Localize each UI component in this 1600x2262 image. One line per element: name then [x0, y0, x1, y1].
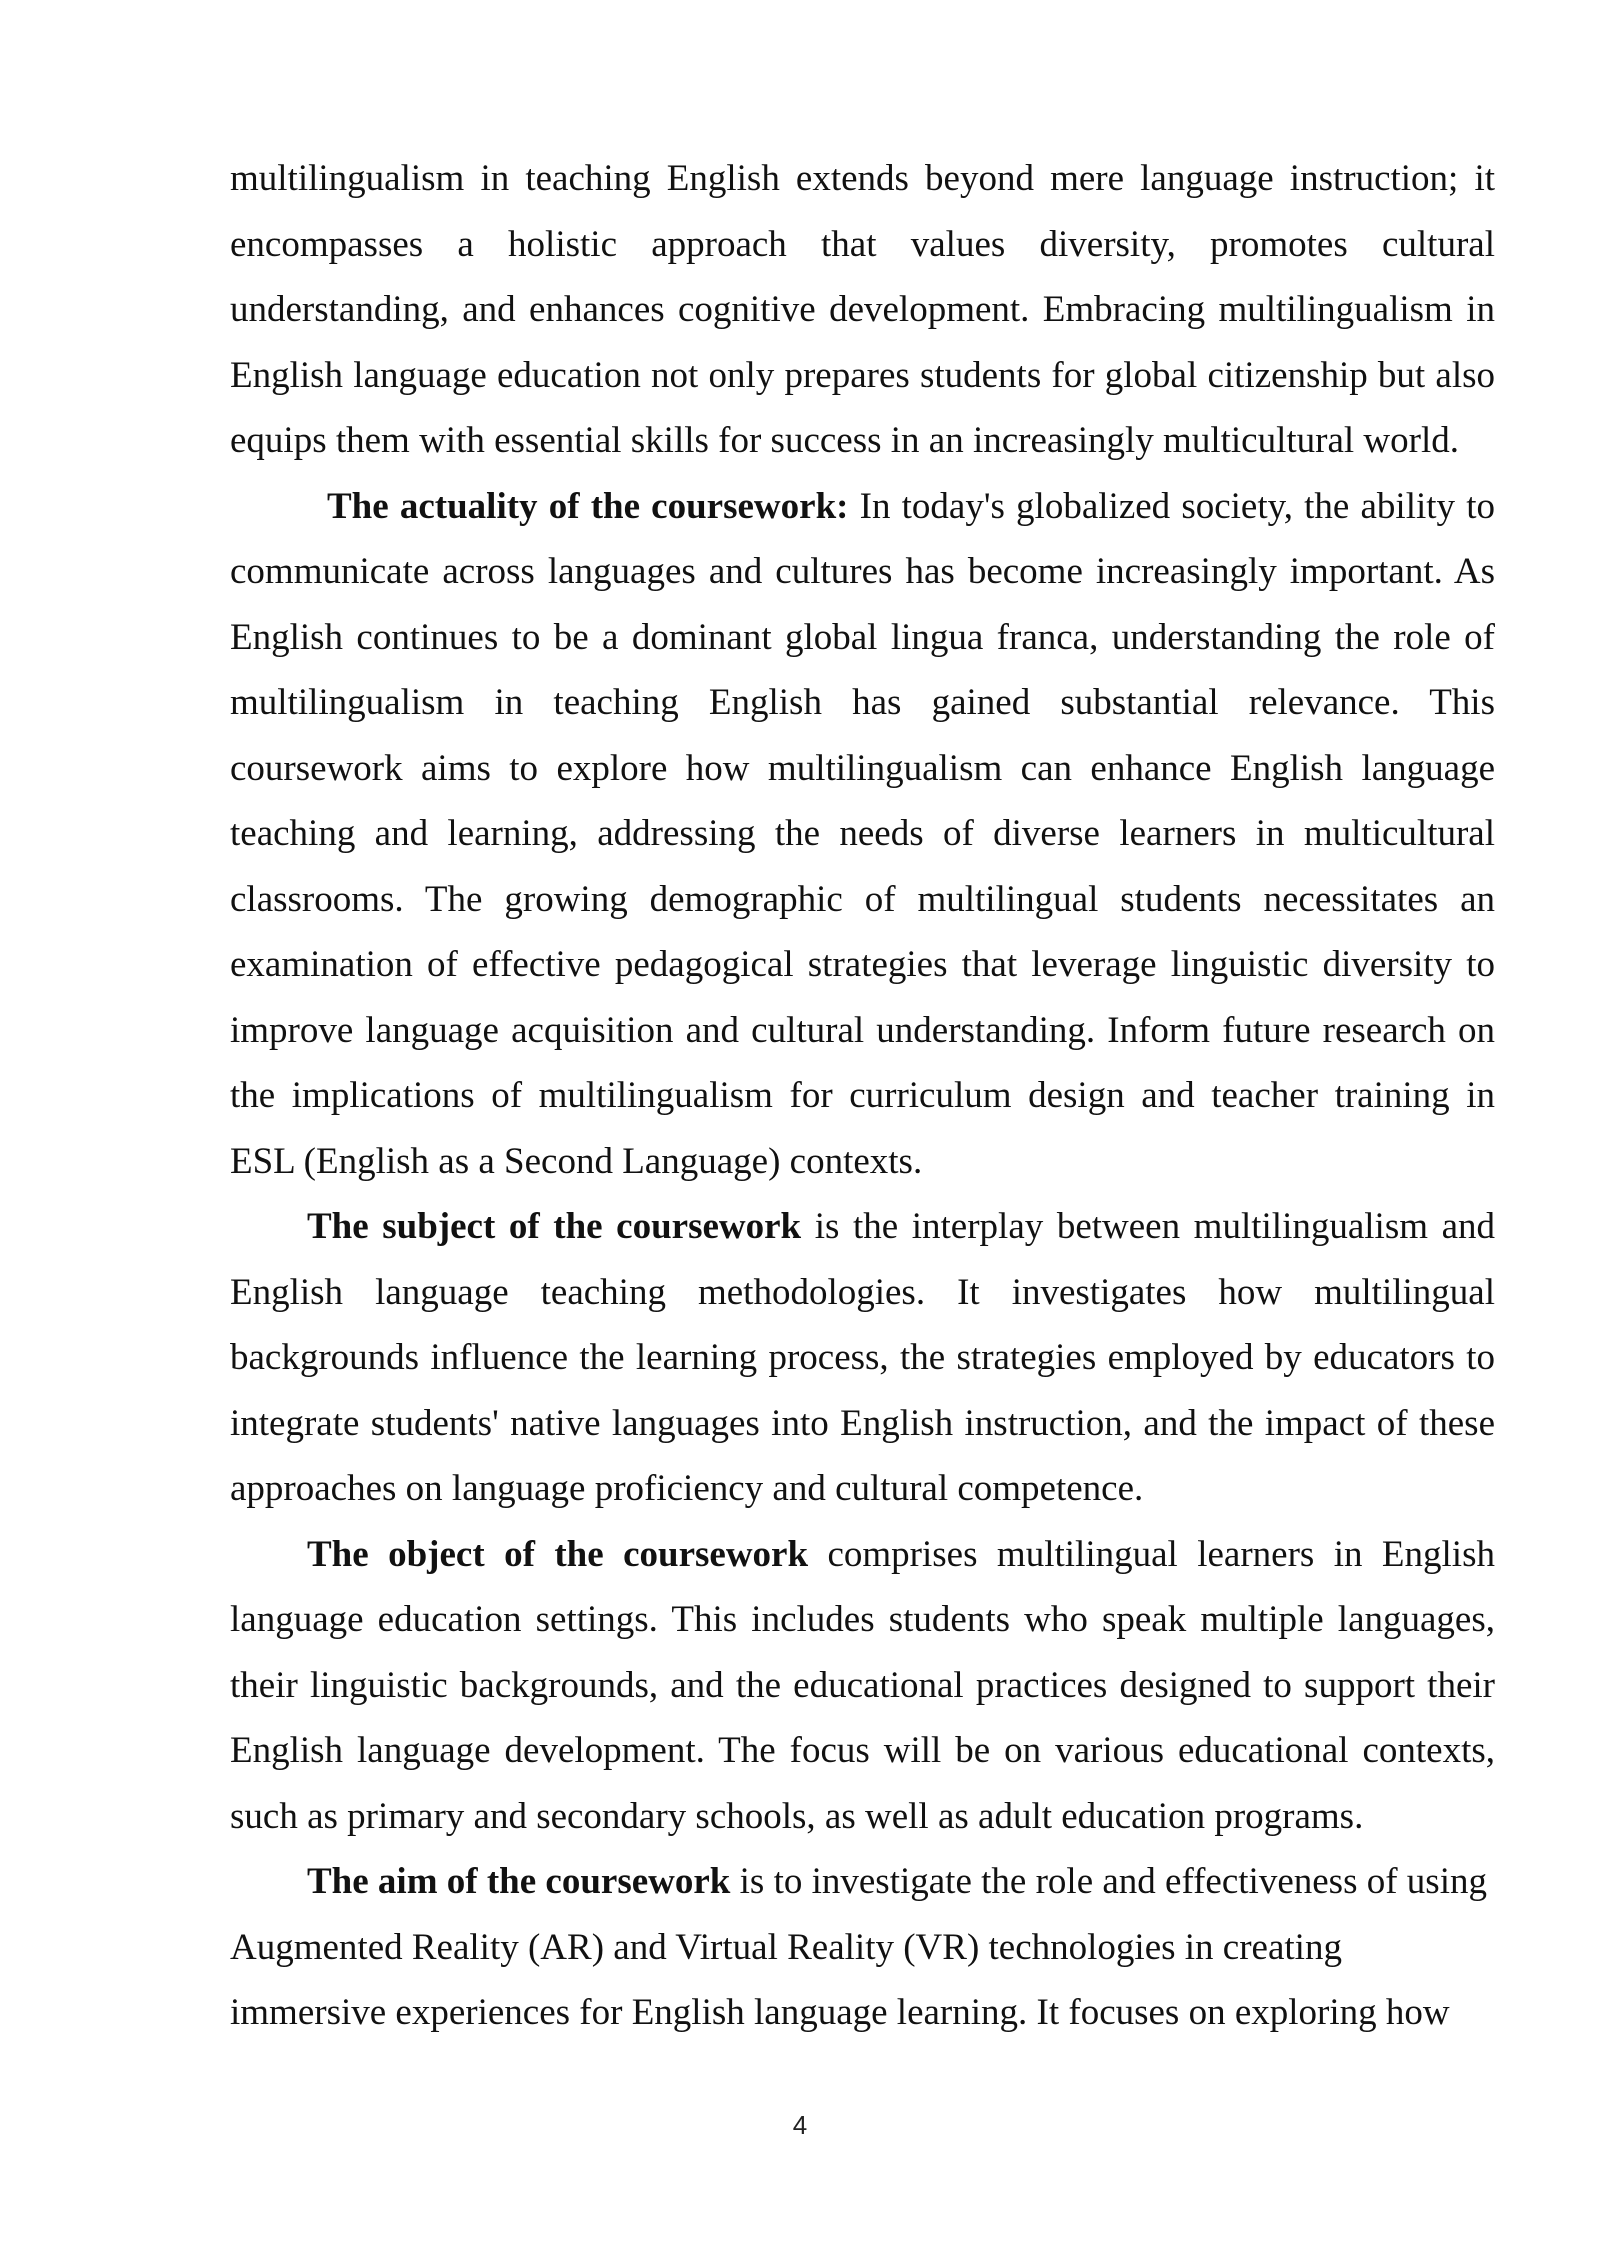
- paragraph-text: In today's globalized society, the ability to communicate across languages and cultures has become increasingly important. As English continues to be a dominant global lingua franca, understanding the role of multilingualism in teaching English has gained substantial relevance. This coursework aims to explore how multilingualism can enhance English language teaching and learning, addressing the needs of diverse learners in multicultural classrooms. The growing demographic of multilingual students necessitates an examination of effective pedagogical strategies that leverage linguistic diversity to improve language acquisition and cultural understanding. Inform future research on the implications of multilingualism for curriculum design and teacher training in ESL (English as a Second Language) contexts.: [230, 485, 1495, 1182]
- paragraph-text: is to investigate the role and effectiveness of using Augmented Reality (AR) and Virtual Reality (VR) technologies in creating immersive experiences for English language learning. It focuses on exploring how: [230, 1861, 1487, 2033]
- paragraph-heading-object: The object of the coursework: [307, 1533, 809, 1575]
- body-text: [230, 146, 1495, 2046]
- paragraph-actuality: [230, 474, 1495, 1195]
- paragraph-continuation: [230, 146, 1495, 474]
- page-number: 4: [792, 2110, 808, 2140]
- paragraph-text: multilingualism in teaching English extends beyond mere language instruction; it encompasses a holistic approach that values diversity, promotes cultural understanding, and enhances cognitive development. Embracing multilingualism in English language education not only prepares students for global citizenship but also equips them with essential skills for success in an increasingly multicultural world.: [230, 158, 1495, 461]
- paragraph-heading-actuality: The actuality of the coursework:: [327, 485, 849, 527]
- paragraph-aim: [230, 1849, 1495, 2046]
- paragraph-object: [230, 1522, 1495, 1850]
- paragraph-text: comprises multilingual learners in English language education settings. This includes students who speak multiple languages, their linguistic backgrounds, and the educational practices designed to support their English language development. The focus will be on various educational contexts, such as primary and secondary schools, as well as adult education programs.: [230, 1533, 1495, 1837]
- paragraph-heading-subject: The subject of the coursework: [307, 1206, 802, 1247]
- paragraph-text: is the interplay between multilingualism and English language teaching methodologies. It investigates how multilingual backgrounds influence the learning process, the strategies employed by educators to integrate students' native languages into English instruction, and the impact of these approaches on language proficiency and cultural competence.: [230, 1206, 1496, 1509]
- paragraph-subject: [230, 1194, 1495, 1522]
- paragraph-heading-aim: The aim of the coursework: [307, 1861, 731, 1902]
